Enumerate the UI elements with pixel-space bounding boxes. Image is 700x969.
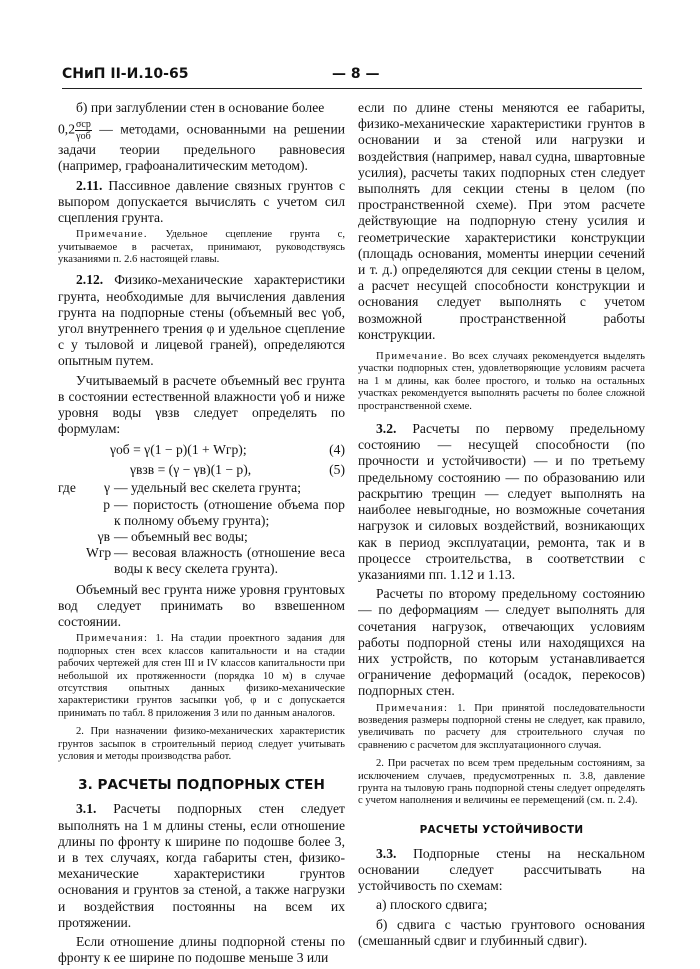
where-word: где — [58, 480, 76, 496]
text: Расчеты по второму предельному состоянию — по деформациям — следует выполнять для сочетания нагрузок, отвечающих условиям работы подпорной стены или находящихся на них устройств, по которым устанавливается ограничение деформаций (осадок, перекосов) подпорных стен. — [358, 586, 645, 699]
clause-number: 3.3. — [376, 845, 397, 861]
paragraph-3-2 — [358, 421, 645, 583]
formula-5 — [58, 460, 345, 479]
definition-text: — пористость (отношение объема пор к полному объему грунта); — [114, 496, 345, 528]
paragraph-2-11 — [58, 178, 345, 227]
text: весовая влажность (отношение веса воды к весу скелета грунта). — [114, 545, 345, 577]
text: Удельное сцепление грунта c, учитываемое в расчетах, принимают, руководствуясь указаниями п. 2.6 настоящей главы. — [58, 229, 345, 266]
fraction-numerator: σср — [76, 119, 91, 131]
definition-text: — удельный вес скелета грунта; — [114, 480, 301, 496]
paragraph — [58, 582, 345, 631]
definitions-list — [58, 480, 345, 577]
note — [58, 633, 345, 720]
note — [58, 726, 345, 763]
coefficient: 0,2 — [58, 121, 75, 137]
formula-4 — [58, 440, 345, 459]
note — [358, 758, 645, 808]
text: б) при заглублении стен в основание более — [76, 100, 325, 115]
text: Учитываемый в расчете объемный вес грунта в состоянии естественной влажности γоб и ниже уровня воды γвзв следует определять по формулам: — [58, 372, 345, 437]
paragraph — [358, 586, 645, 699]
note — [358, 703, 645, 753]
paragraph-3-1 — [58, 801, 345, 931]
text: 1. На стадии проектного задания для подпорных стен всех классов капитальности и на стадии рабочих чертежей для стен III и IV классов капитальности при небольшой их протяженности (порядка 10 м) в случае отсутствия опытных данных физико-механические характеристики грунтов засыпки γоб, φ и c допускается принимать по табл. 8 приложения 3 или по данным аналогов. — [58, 633, 345, 719]
paragraph — [58, 100, 345, 116]
paragraph — [58, 373, 345, 438]
note — [58, 229, 345, 266]
text: Пассивное давление связных грунтов с выпором допускается вычислять с учетом сил сцепления грунта. — [58, 177, 345, 226]
fraction-denominator: γоб — [76, 131, 91, 143]
section-heading: 3. РАСЧЕТЫ ПОДПОРНЫХ СТЕН — [78, 777, 325, 794]
definition-row — [58, 497, 345, 529]
text: Во всех случаях рекомендуется выделять участки подпорных стен, удовлетворяющие условиям расчета на 1 м длины, как более простого, и только на остальных участках рекомендуется выполнять расчеты по более сложной пространственной схеме. — [358, 351, 645, 412]
paragraph-3-3 — [358, 846, 645, 895]
clause-number: 3.1. — [76, 801, 97, 817]
formula-number: (5) — [329, 462, 345, 478]
formula-expression: γвзв = (γ − γв)(1 − p), — [130, 462, 252, 478]
document-code: СНиП II-И.10-65 — [62, 66, 189, 82]
fraction — [75, 119, 92, 142]
text: пористость (отношение объема пор к полному объему грунта); — [114, 496, 345, 528]
text: если по длине стены меняются ее габариты, физико-механические характеристики грунтов в основании и за стеной или нагрузки и воздействия (например, навал судна, швартовные усилия), расчеты таких подпорных стен следует выполнять для секции стены в целом (по пространственной схеме). При этом расчете действующие на подпорную стену усилия и геометрические характеристики конструкции (площадь основания, моменты инерции сечений и т. д.) определяются для секции стены в целом, а расчет несущей способности конструкции и основания следует выполнять с учетом возможной пространственной работы конструкции. — [358, 100, 645, 342]
definition-text: — весовая влажность (отношение веса воды к весу скелета грунта). — [114, 545, 345, 577]
paragraph — [58, 119, 345, 174]
note-label: Примечание. — [76, 229, 148, 241]
definition-row — [58, 529, 345, 545]
text: Физико-механические характеристики грунта, необходимые для вычисления давления грунта на подпорные стены (объемный вес γоб, угол внутреннего трения φ и удельное сцепление c у тыловой и лицевой граней), определяются опытным путем. — [58, 272, 345, 369]
paragraph — [358, 100, 645, 343]
note-label: Примечание. — [376, 351, 448, 363]
text: Объемный вес грунта ниже уровня грунтовых вод следует принимать во взвешенном состоянии. — [58, 581, 345, 630]
text: Если отношение длины подпорной стены по фронту к ее ширине по подошве меньше 3 или — [58, 933, 345, 966]
section-heading: РАСЧЕТЫ УСТОЙЧИВОСТИ — [419, 823, 584, 836]
text: б) сдвига с частью грунтового основания (смешанный сдвиг и глубинный сдвиг). — [358, 916, 645, 948]
list-item — [358, 897, 645, 913]
formula-expression: γоб = γ(1 − p)(1 + Wгр); — [110, 442, 247, 458]
note — [358, 351, 645, 413]
definition-text: — объемный вес воды; — [114, 529, 248, 545]
text: 1. При принятой последовательности возведения размеры подпорной стены не следует, как правило, увеличивать по расчету для строительного случая по сравнению с расчетом для эксплуатационного случая. — [358, 702, 645, 751]
definition-symbol: γв — [97, 529, 110, 545]
definition-row — [58, 545, 345, 577]
page-number: — 8 — — [332, 66, 380, 82]
text: Расчеты подпорных стен следует выполнять на 1 м длины стены, если отношение длины по фронту к ширине по подошве более 3, и в тех случаях, когда габариты стен, физико-механические характеристики грунтов основания и грунтов за стеной, а также нагрузки и воздействия постоянны на всем их протяжении. — [58, 801, 345, 930]
paragraph — [58, 934, 345, 966]
text: 2. При расчетах по всем трем предельным состояниям, за исключением случаев, предусмотренных п. 3.8, давление грунта на тыловую грань подпорной стены следует определять с учетом наполнения и величины ее перемещений (см. п. 2.4). — [358, 758, 645, 807]
text: а) плоского сдвига; — [376, 897, 488, 913]
formula-number: (4) — [329, 442, 345, 458]
left-column — [58, 100, 345, 969]
header-rule — [62, 88, 642, 89]
list-item — [358, 917, 645, 949]
clause-number: 2.11. — [76, 177, 103, 193]
paragraph-2-12 — [58, 272, 345, 369]
note-label: Примечания: — [76, 633, 149, 645]
text: Расчеты по первому предельному состоянию — несущей способности (по прочности и устойчивости) — и по третьему предельному состоянию — по образованию или раскрытию трещин — следует выполнять на наиболее невыгодные, но возможные сочетания нагрузок и силовых воздействий, возникающих как в период эксплуатации, ремонта, так и в процессе строительства, в соответствии с указаниями пп. 1.12 и 1.13. — [358, 421, 645, 582]
text: Подпорные стены на нескальном основании следует рассчитывать на устойчивость по схемам: — [358, 845, 645, 894]
definition-symbol: Wгр — [86, 545, 112, 561]
page-header — [62, 66, 642, 90]
text: — методами, основанными на решении задачи теории предельного равновесия (например, графоаналитическим методом). — [58, 121, 345, 174]
clause-number: 3.2. — [376, 421, 397, 437]
definition-symbol: p — [103, 496, 110, 512]
note-label: Примечания: — [376, 702, 449, 714]
text: 2. При назначении физико-механических характеристик грунтов засыпок в строительный период следует учитывать условия и методы производства работ. — [58, 726, 345, 762]
definition-symbol: γ — [103, 480, 110, 496]
definition-row — [58, 480, 345, 496]
text: удельный вес скелета грунта; — [131, 480, 301, 496]
clause-number: 2.12. — [76, 272, 104, 288]
text: объемный вес воды; — [131, 529, 248, 545]
right-column — [358, 100, 645, 952]
